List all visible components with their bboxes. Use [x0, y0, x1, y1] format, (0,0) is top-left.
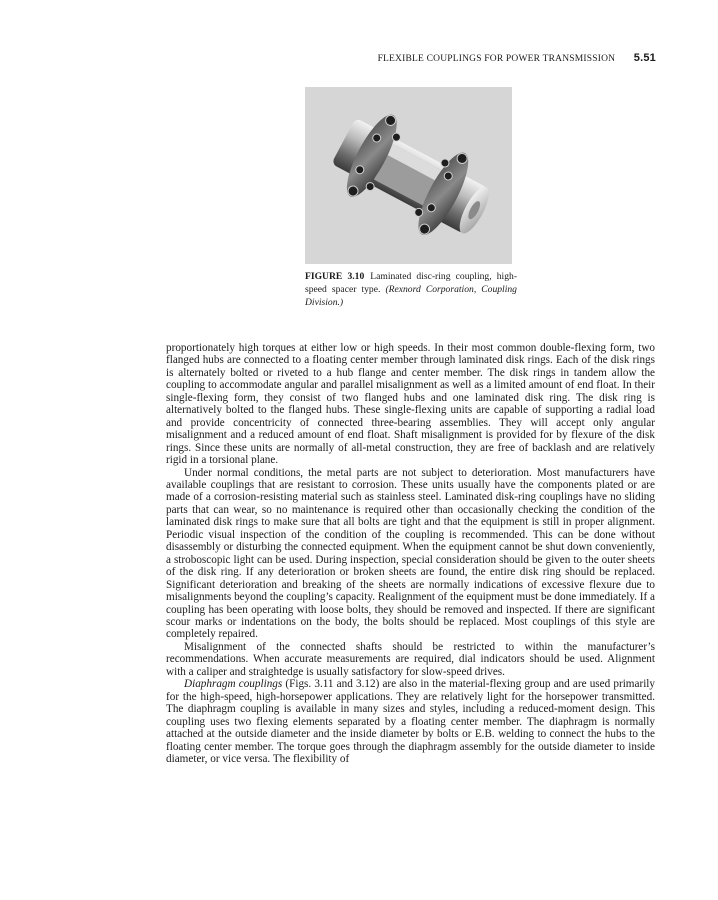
- body-text: [166, 342, 655, 765]
- running-header: [0, 52, 656, 64]
- paragraph-2: Under normal conditions, the metal parts are not subject to deterioration. Most manufacturers have available couplings that are resistant to corrosion. These units usually have the components plated or are made of a corrosion-resisting material such as stainless steel. Laminated disk-ring couplings have no sliding parts that can wear, so no maintenance is required other than occasionally checking the condition of the laminated disk rings to make sure that all bolts are tight and that the equipment is still in proper alignment. Periodic visual inspection of the condition of the coupling is recommended. This can be done without disassembly or disturbing the connected equipment. When the equipment cannot be shut down conveniently, a stroboscopic light can be used. During inspection, special consideration should be given to the outer sheets of the disk ring. If any deterioration or broken sheets are found, the entire disk ring should be replaced. Significant deterioration and breaking of the sheets are normally indications of excessive flexure due to misalignments beyond the coupling’s capacity. Realignment of the equipment must be done immediately. If a coupling has been operating with loose bolts, they should be removed and inspected. If there are significant scour marks or indentations on the body, the bolts should be replaced. Most couplings of this style are completely repaired.: [166, 466, 655, 641]
- figure-label: FIGURE 3.10: [305, 271, 365, 282]
- figure-credit: (Rexnord Corporation, Coupling Division.): [305, 284, 517, 308]
- paragraph-3: Misalignment of the connected shafts should be restricted to within the manufacturer’s recommendations. When accurate measurements are required, dial indicators should be used. Alignment with a caliper and straightedge is usually satisfactory for slow-speed drives.: [166, 640, 655, 678]
- term-diaphragm-couplings: Diaphragm couplings: [184, 678, 283, 691]
- coupling-photo: [305, 87, 512, 264]
- page-number: 5.51: [633, 52, 656, 64]
- paragraph-1: proportionately high torques at either low or high speeds. In their most common double-flexing form, two flanged hubs are connected to a floating center member through laminated disk rings. Each of the disk rings is alternately bolted or riveted to a hub flange and center member. The disk rings in tandem allow the coupling to accommodate angular and parallel misalignment as well as a limited amount of end float. In their single-flexing form, they consist of two flanged hubs and one laminated disk ring. The disk ring is alternatively bolted to the flanged hubs. These single-flexing units are capable of supporting a radial load and provide concentricity of connected three-bearing assemblies. They will accept only angular misalignment and a reduced amount of end float. Shaft misalignment is provided for by flexure of the disk rings. Since these units are normally of all-metal construction, they are free of backlash and are relatively rigid in a torsional plane.: [166, 342, 655, 467]
- paragraph-4: [166, 678, 655, 765]
- paragraph-4-text: (Figs. 3.11 and 3.12) are also in the material-flexing group and are used primarily for the high-speed, high-horsepower applications. They are relatively light for the horsepower transmitted. The diaphragm coupling is available in many sizes and styles, including a reduced-moment design. This coupling uses two flexing elements separated by a floating center member. The diaphragm is normally attached at the outside diameter and the inside diameter by bolts or E.B. welding to connect the hubs to the floating center member. The torque goes through the diaphragm assembly for the outside diameter to inside diameter, or vice versa. The flexibility of: [166, 678, 656, 765]
- caption-text: Laminated disc-ring coupling, high-speed spacer type.: [305, 271, 518, 295]
- running-title: FLEXIBLE COUPLINGS FOR POWER TRANSMISSION: [377, 54, 616, 64]
- figure-caption: [305, 270, 517, 309]
- figure-image: [305, 87, 512, 264]
